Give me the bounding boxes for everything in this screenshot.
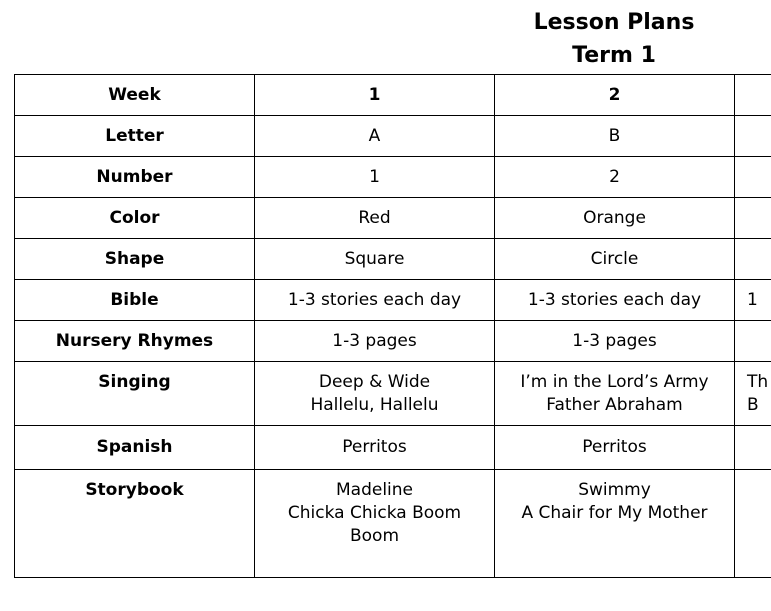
cell-line: Deep & Wide [318, 372, 431, 392]
cell-line: Perritos [342, 437, 407, 457]
cell-line: B [747, 395, 759, 415]
cell-line: Red [358, 207, 391, 228]
table-cell [735, 198, 771, 239]
table-cell [255, 321, 495, 362]
cell-line: Perritos [582, 437, 647, 457]
row-label: Nursery Rhymes [15, 321, 255, 362]
table-cell [495, 198, 735, 239]
table-cell [495, 116, 735, 157]
table-row [15, 116, 771, 157]
table-cell [495, 470, 735, 578]
cell-line: Th [747, 372, 769, 392]
row-label: Color [15, 198, 255, 239]
row-label: Week [15, 75, 255, 116]
row-label: Storybook [15, 470, 255, 578]
row-label: Spanish [15, 426, 255, 470]
table-row [15, 362, 771, 426]
table-cell [495, 239, 735, 280]
table-cell [735, 321, 771, 362]
table-row [15, 280, 771, 321]
cell-line: 1-3 pages [572, 330, 657, 351]
cell-line: Chicka Chicka Boom [287, 503, 462, 523]
table-cell [255, 426, 495, 470]
table-cell [495, 426, 735, 470]
cell-line: A [368, 125, 381, 146]
table-row [15, 239, 771, 280]
cell-line: I’m in the Lord’s Army [520, 372, 709, 392]
table-cell [735, 470, 771, 578]
table-cell [255, 239, 495, 280]
table-cell [495, 157, 735, 198]
cell-line: 1 [368, 84, 381, 105]
row-label: Letter [15, 116, 255, 157]
cell-line: Swimmy [578, 480, 651, 500]
table-cell [255, 280, 495, 321]
row-label: Singing [15, 362, 255, 426]
table-cell [255, 362, 495, 426]
cell-line: A Chair for My Mother [521, 503, 708, 523]
cell-line: Circle [590, 248, 639, 269]
table-row [15, 198, 771, 239]
cell-line: Boom [349, 526, 400, 546]
table-row [15, 75, 771, 116]
table-cell [495, 321, 735, 362]
table-cell [255, 157, 495, 198]
row-label: Number [15, 157, 255, 198]
table-cell [255, 198, 495, 239]
cell-line: B [608, 125, 621, 146]
table-cell [495, 280, 735, 321]
cell-line: 1 [747, 289, 758, 310]
cell-line: Orange [583, 207, 646, 228]
row-label: Shape [15, 239, 255, 280]
table-row [15, 321, 771, 362]
cell-line: 2 [608, 84, 621, 105]
cell-line: 1-3 stories each day [527, 289, 702, 310]
cell-line: 1 [369, 166, 380, 187]
table-cell [735, 239, 771, 280]
cell-line: Square [344, 248, 405, 269]
lesson-plan-table-wrapper [14, 74, 771, 578]
table-cell [735, 280, 771, 321]
lesson-plan-table [14, 74, 771, 578]
table-cell [735, 75, 771, 116]
table-cell [255, 75, 495, 116]
table-cell [735, 157, 771, 198]
row-label: Bible [15, 280, 255, 321]
page-title [494, 6, 734, 72]
table-row [15, 470, 771, 578]
table-row [15, 426, 771, 470]
table-cell [495, 362, 735, 426]
cell-line: Hallelu, Hallelu [310, 395, 439, 415]
cell-line: 1-3 stories each day [287, 289, 462, 310]
title-line-1: Lesson Plans [533, 10, 695, 35]
cell-line: 2 [609, 166, 620, 187]
table-cell [255, 470, 495, 578]
title-line-2: Term 1 [572, 43, 656, 68]
table-cell [735, 116, 771, 157]
table-row [15, 157, 771, 198]
table-cell [495, 75, 735, 116]
table-cell [735, 426, 771, 470]
table-cell [255, 116, 495, 157]
table-cell [735, 362, 771, 426]
cell-line: Madeline [335, 480, 413, 500]
cell-line: Father Abraham [546, 395, 683, 415]
cell-line: 1-3 pages [332, 330, 417, 351]
